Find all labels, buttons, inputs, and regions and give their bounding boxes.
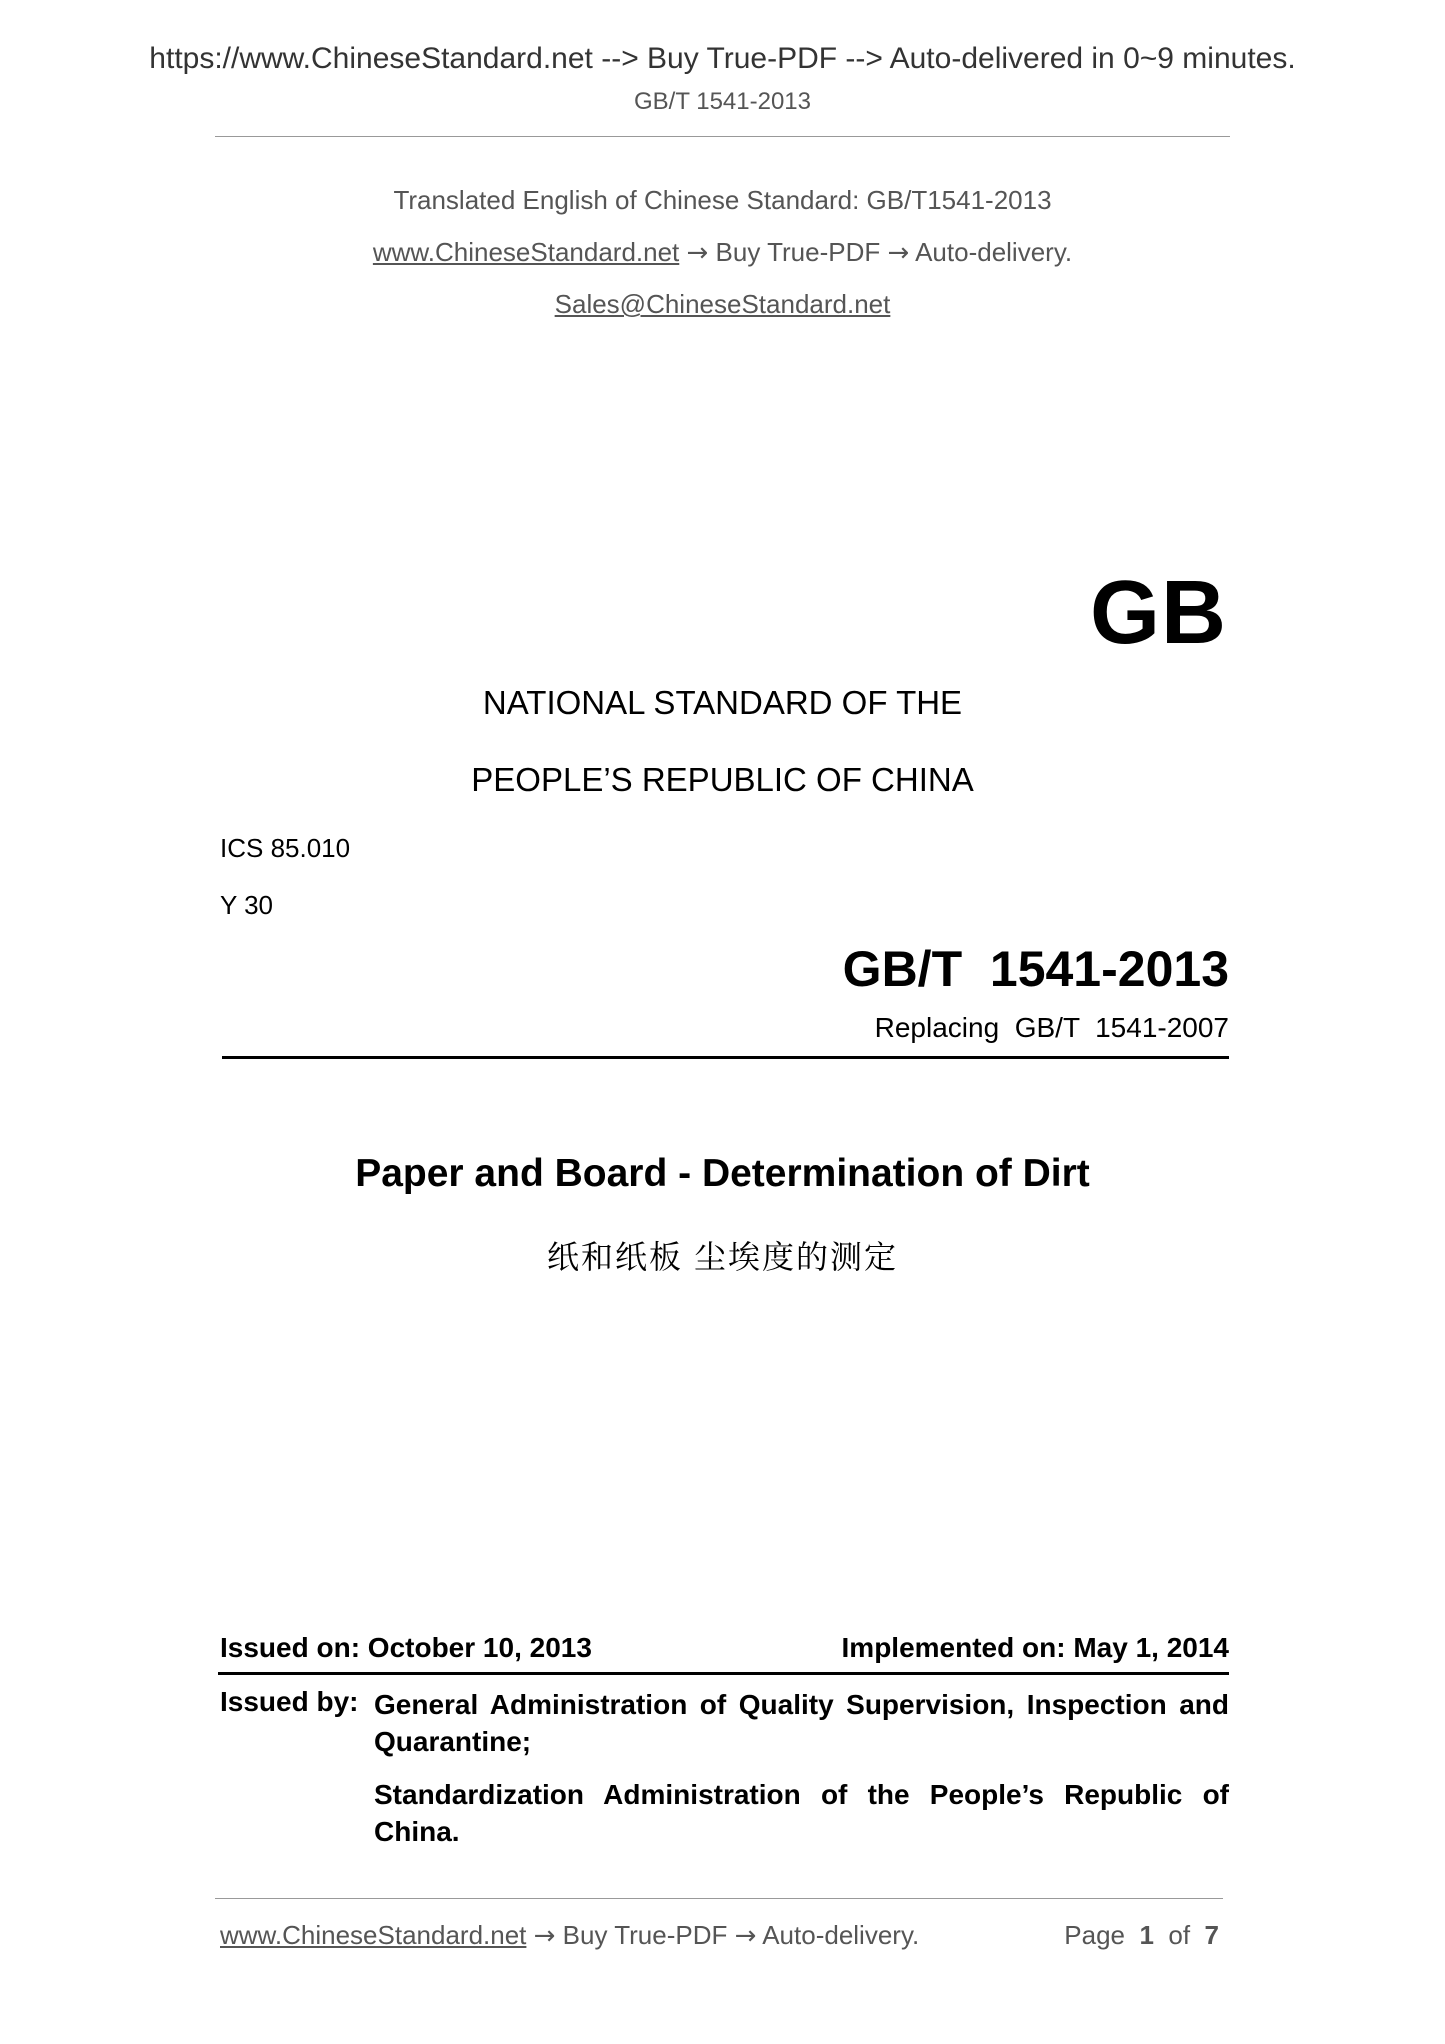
footer-site-line [220, 1920, 919, 1951]
dates-divider [218, 1672, 1229, 1675]
page-label: Page [1064, 1920, 1126, 1950]
header-divider [215, 136, 1230, 137]
intro-buy-text: Buy True-PDF [715, 237, 881, 267]
sales-email-line [0, 289, 1445, 320]
intro-site-line [0, 237, 1445, 268]
top-banner-text: https://www.ChineseStandard.net --> Buy True-PDF --> Auto-delivered in 0~9 minutes. [149, 42, 1296, 75]
ccs-code: Y 30 [220, 890, 274, 920]
arrow-right-icon: → [887, 238, 910, 268]
footer-divider [215, 1898, 1223, 1899]
arrow-right-icon: → [533, 1921, 556, 1951]
ics-code: ICS 85.010 [220, 833, 351, 863]
footer-site-link[interactable]: www.ChineseStandard.net [220, 1920, 527, 1950]
document-title-zh: 纸和纸板 尘埃度的测定 [547, 1239, 898, 1275]
issuer-2: Standardization Administration of the People’s Republic of China. [374, 1779, 1229, 1847]
code-divider [222, 1056, 1229, 1059]
footer-buy-text: Buy True-PDF [562, 1920, 728, 1950]
document-title-en: Paper and Board - Determination of Dirt [355, 1152, 1090, 1195]
intro-site-link[interactable]: www.ChineseStandard.net [372, 237, 680, 267]
gb-mark: GB [1090, 563, 1227, 663]
footer-delivery-text: Auto-delivery. [762, 1920, 920, 1950]
national-standard-line-2: PEOPLE’S REPUBLIC OF CHINA [471, 761, 974, 798]
intro-delivery-text: Auto-delivery. [915, 237, 1073, 267]
page-total: 7 [1204, 1920, 1219, 1950]
issued-on-date: Issued on: October 10, 2013 [220, 1632, 592, 1663]
sales-email-link[interactable]: Sales@ChineseStandard.net [554, 289, 891, 319]
translated-title: Translated English of Chinese Standard: GB/T1541-2013 [393, 185, 1052, 215]
standard-code: GB/T 1541-2013 [842, 941, 1229, 997]
national-standard-line-1: NATIONAL STANDARD OF THE [482, 684, 963, 721]
page-current: 1 [1139, 1920, 1154, 1950]
header-standard-code: GB/T 1541-2013 [633, 88, 811, 115]
page-indicator [1064, 1920, 1219, 1951]
page-of: of [1168, 1920, 1191, 1950]
implemented-on-date: Implemented on: May 1, 2014 [841, 1632, 1229, 1663]
arrow-right-icon: → [686, 238, 709, 268]
issuer-1: General Administration of Quality Supervision, Inspection and Quarantine; [374, 1689, 1229, 1757]
arrow-right-icon: → [734, 1921, 757, 1951]
issued-by-label: Issued by: [220, 1686, 359, 1717]
replacing-standard: Replacing GB/T 1541-2007 [874, 1012, 1229, 1043]
